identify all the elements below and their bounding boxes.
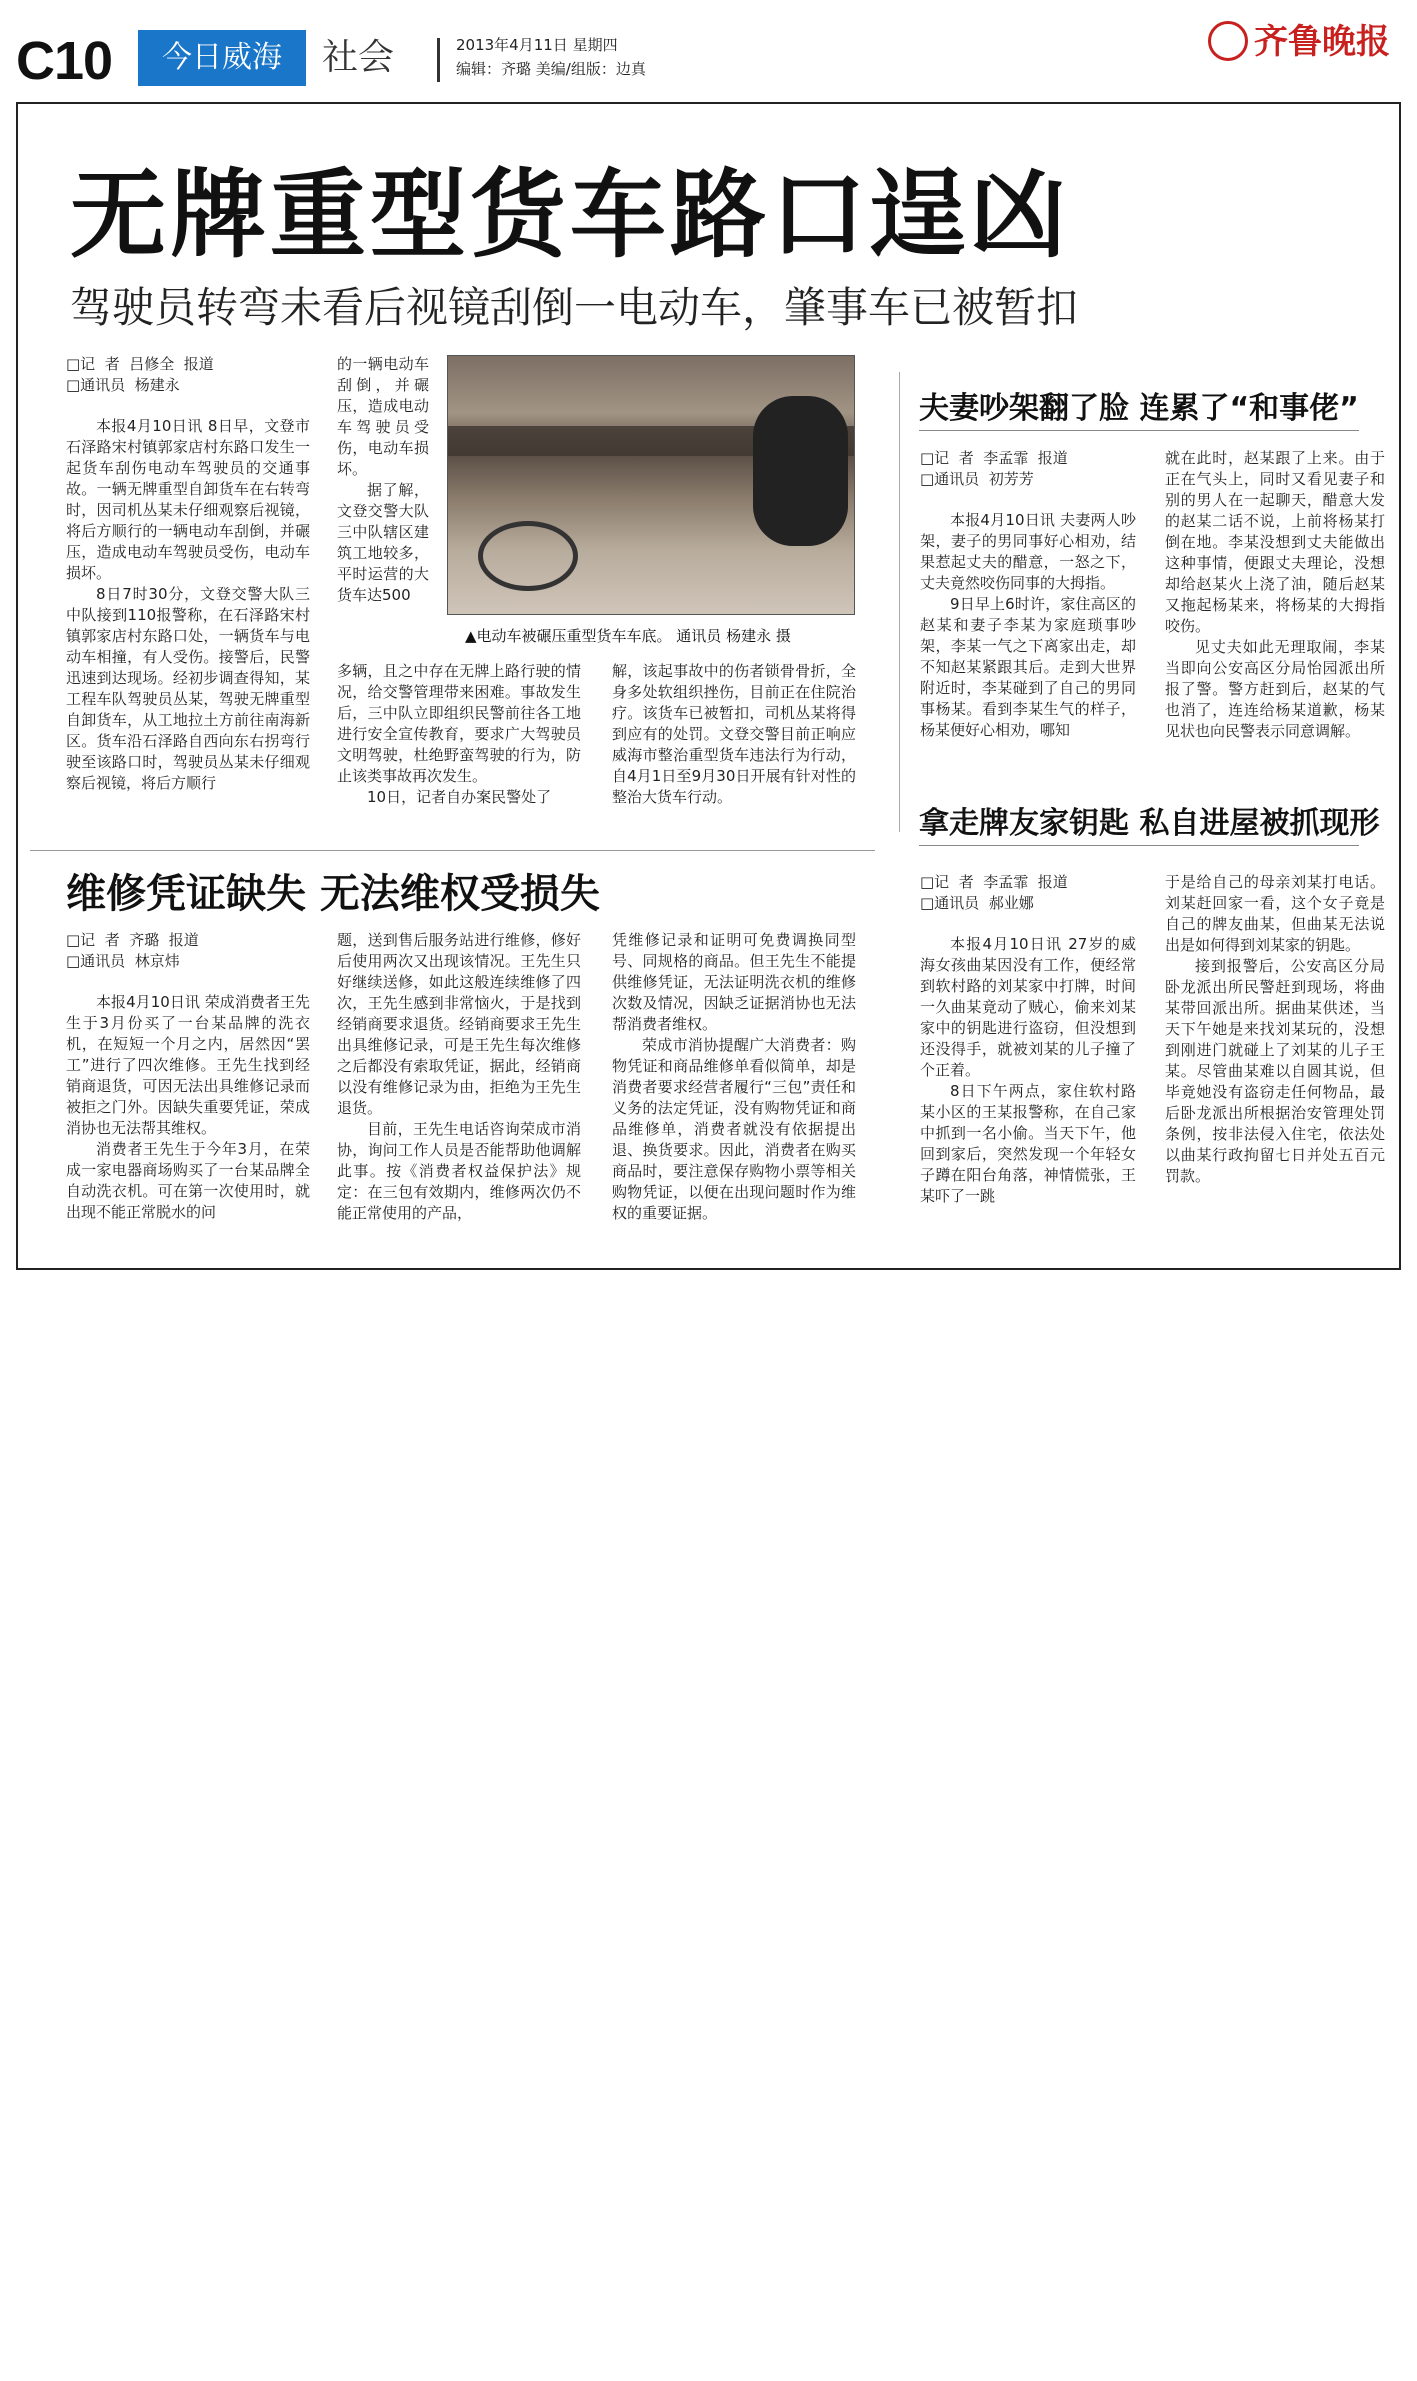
article3-col2 (337, 930, 581, 1224)
article3-byline-reporter: □记 者 齐璐 报道 (66, 931, 199, 949)
paragraph: 本报4月10日讯 27岁的威海女孩曲某因没有工作，便经常到软村路的刘某家中打牌，时间一久曲某竟动了贼心，偷来刘某家中的钥匙进行盗窃，但没想到还没得手，就被刘某的儿子撞了个正着。 (920, 935, 1136, 1079)
section-name: 社会 (322, 37, 395, 78)
article4-byline-correspondent: □通讯员 郝业娜 (920, 894, 1034, 912)
article3-byline-correspondent: □通讯员 林京炜 (66, 952, 180, 970)
paragraph: 本报4月10日讯 夫妻两人吵架，妻子的男同事好心相劝，结果惹起丈夫的醋意，一怒之下，丈夫竟然咬伤同事的大拇指。 (920, 511, 1136, 592)
section-badge: 今日威海 (138, 30, 306, 86)
photo-caption: ▲电动车被碾压重型货车车底。 通讯员 杨建永 摄 (465, 627, 791, 645)
paragraph: 见丈夫如此无理取闹，李某当即向公安高区分局怡园派出所报了警。警方赶到后，赵某的气也消了，连连给杨某道歉，杨某见状也向民警表示同意调解。 (1165, 638, 1385, 740)
article3-col1 (66, 992, 310, 1223)
paragraph: 8日7时30分，文登交警大队三中队接到110报警称，在石泽路宋村镇郭家店村东路口处，一辆货车与电动车相撞，有人受伤。接警后，民警迅速到达现场。经初步调查得知，某工程车队驾驶员丛某，驾驶无牌重型自卸货车，从工地拉土方前往南海新区。货车沿石泽路自西向东右拐弯行驶至该路口时，驾驶员丛某未仔细观察后视镜，将后方顺行 (66, 585, 310, 792)
truck-wheel-shape (753, 396, 848, 546)
article1-byline-correspondent: □通讯员 杨建永 (66, 376, 180, 394)
headline-underline (919, 845, 1359, 846)
article2-headline: 夫妻吵架翻了脸 连累了“和事佬” (919, 391, 1359, 426)
headline-underline (919, 430, 1359, 431)
bicycle-wheel-shape (478, 521, 578, 591)
paragraph: 多辆，且之中存在无牌上路行驶的情况，给交警管理带来困难。事故发生后，三中队立即组织民警前往各工地进行安全宣传教育，要求广大驾驶员文明驾驶，杜绝野蛮驾驶的行为，防止该类事故再次发生。 (337, 662, 581, 785)
date-line: 2013年4月11日 星期四 (456, 36, 618, 54)
article3-headline: 维修凭证缺失 无法维权受损失 (66, 871, 600, 917)
article2-col1 (920, 510, 1136, 741)
article1-col3 (612, 661, 856, 808)
paragraph: 9日早上6时许，家住高区的赵某和妻子李某为家庭琐事吵架，李某一气之下离家出走，却不知赵某紧跟其后。走到大世界附近时，李某碰到了自己的男同事杨某。看到李某生气的样子，杨某便好心相劝，哪知 (920, 595, 1136, 739)
article2-col2 (1165, 448, 1385, 742)
article1-col2-top (337, 354, 429, 606)
article1-byline-reporter: □记 者 吕修全 报道 (66, 355, 214, 373)
page-header (0, 0, 1417, 95)
paragraph: 消费者王先生于今年3月，在荣成一家电器商场购买了一台某品牌全自动洗衣机。可在第一次使用时，就出现不能正常脱水的问 (66, 1140, 310, 1221)
column-divider (899, 372, 900, 832)
article1-subhead: 驾驶员转弯未看后视镜刮倒一电动车，肇事车已被暂扣 (70, 283, 1079, 332)
logo-text: 齐鲁晚报 (1254, 22, 1390, 62)
paragraph: 凭维修记录和证明可免费调换同型号、同规格的商品。但王先生不能提供维修凭证，无法证明洗衣机的维修次数及情况，因缺乏证据消协也无法帮消费者维权。 (612, 931, 856, 1033)
paragraph: 据了解，文登交警大队三中队辖区建筑工地较多，平时运营的大货车达500 (337, 481, 429, 604)
article3-col3 (612, 930, 856, 1224)
paragraph: 题，送到售后服务站进行维修，修好后使用两次又出现该情况。王先生只好继续送修，如此这般连续维修了四次，王先生感到非常恼火，于是找到经销商要求退货。经销商要求王先生出具维修记录，可是王先生每次维修之后都没有索取凭证，据此，经销商以没有维修记录为由，拒绝为王先生退货。 (337, 931, 581, 1117)
paragraph: 的一辆电动车刮倒，并碾压，造成电动车驾驶员受伤，电动车损坏。 (337, 355, 429, 478)
logo-emblem-icon (1208, 21, 1248, 61)
section-divider (30, 850, 875, 851)
paragraph: 本报4月10日讯 荣成消费者王先生于3月份买了一台某品牌的洗衣机，在短短一个月之内，居然因“罢工”进行了四次维修。王先生找到经销商退货，可因无法出具维修记录而被拒之门外。因缺失重要凭证，荣成消协也无法帮其维权。 (66, 993, 310, 1137)
header-divider (437, 38, 440, 82)
article2-byline-reporter: □记 者 李孟霏 报道 (920, 449, 1068, 467)
page-number: C10 (16, 31, 113, 91)
paragraph: 本报4月10日讯 8日早，文登市石泽路宋村镇郭家店村东路口发生一起货车刮伤电动车驾驶员的交通事故。一辆无牌重型自卸货车在右转弯时，因司机丛某未仔细观察后视镜，将后方顺行的一辆电动车刮倒，并碾压，造成电动车驾驶员受伤，电动车损坏。 (66, 417, 310, 582)
accident-photo (447, 355, 855, 615)
paragraph: 于是给自己的母亲刘某打电话。刘某赶回家一看，这个女子竟是自己的牌友曲某，但曲某无法说出是如何得到刘某家的钥匙。 (1165, 873, 1385, 954)
paragraph: 接到报警后，公安高区分局卧龙派出所民警赶到现场，将曲某带回派出所。据曲某供述，当天下午她是来找刘某玩的，没想到刚进门就碰上了刘某的儿子王某。尽管曲某难以自圆其说，但毕竟她没有盗窃走任何物品，最后卧龙派出所根据治安管理处罚条例，按非法侵入住宅，依法处以曲某行政拘留七日并处五百元罚款。 (1165, 957, 1385, 1185)
article2-byline-correspondent: □通讯员 初芳芳 (920, 470, 1034, 488)
paragraph: 就在此时，赵某跟了上来。由于正在气头上，同时又看见妻子和别的男人在一起聊天，醋意大发的赵某二话不说，上前将杨某打倒在地。李某没想到丈夫能做出这种事情，便跟丈夫理论，没想却给赵某火上浇了油，随后赵某又拖起杨某来，将杨某的大拇指咬伤。 (1165, 449, 1385, 635)
article1-headline: 无牌重型货车路口逞凶 (70, 159, 1070, 271)
editor-line: 编辑：齐璐 美编/组版：边真 (456, 60, 646, 78)
paragraph: 解，该起事故中的伤者锁骨骨折，全身多处软组织挫伤，目前正在住院治疗。该货车已被暂扣，司机丛某将得到应有的处罚。文登交警目前正响应威海市整治重型货车违法行为行动，自4月1日至9月30日开展有针对性的整治大货车行动。 (612, 662, 856, 806)
article4-col2 (1165, 872, 1385, 1187)
paragraph: 8日下午两点，家住软村路某小区的王某报警称，在自己家中抓到一名小偷。当天下午，他回到家后，突然发现一个年轻女子蹲在阳台角落，神情慌张，王某吓了一跳 (920, 1082, 1136, 1205)
article4-byline-reporter: □记 者 李孟霏 报道 (920, 873, 1068, 891)
paragraph: 目前，王先生电话咨询荣成市消协，询问工作人员是否能帮助他调解此事。按《消费者权益保护法》规定：在三包有效期内，维修两次仍不能正常使用的产品， (337, 1120, 581, 1222)
paragraph: 荣成市消协提醒广大消费者：购物凭证和商品维修单看似简单，却是消费者要求经营者履行“三包”责任和义务的法定凭证，没有购物凭证和商品维修单，消费者就没有依据提出退、换货要求。因此，消费者在购买商品时，要注意保存购物小票等相关购物凭证，以便在出现问题时作为维权的重要证据。 (612, 1036, 856, 1222)
newspaper-logo (1208, 14, 1403, 62)
article1-col1 (66, 416, 310, 794)
article1-col2-bottom (337, 661, 581, 808)
article4-headline: 拿走牌友家钥匙 私自进屋被抓现形 (919, 806, 1380, 841)
article4-col1 (920, 934, 1136, 1207)
paragraph: 10日，记者自办案民警处了 (367, 788, 552, 806)
